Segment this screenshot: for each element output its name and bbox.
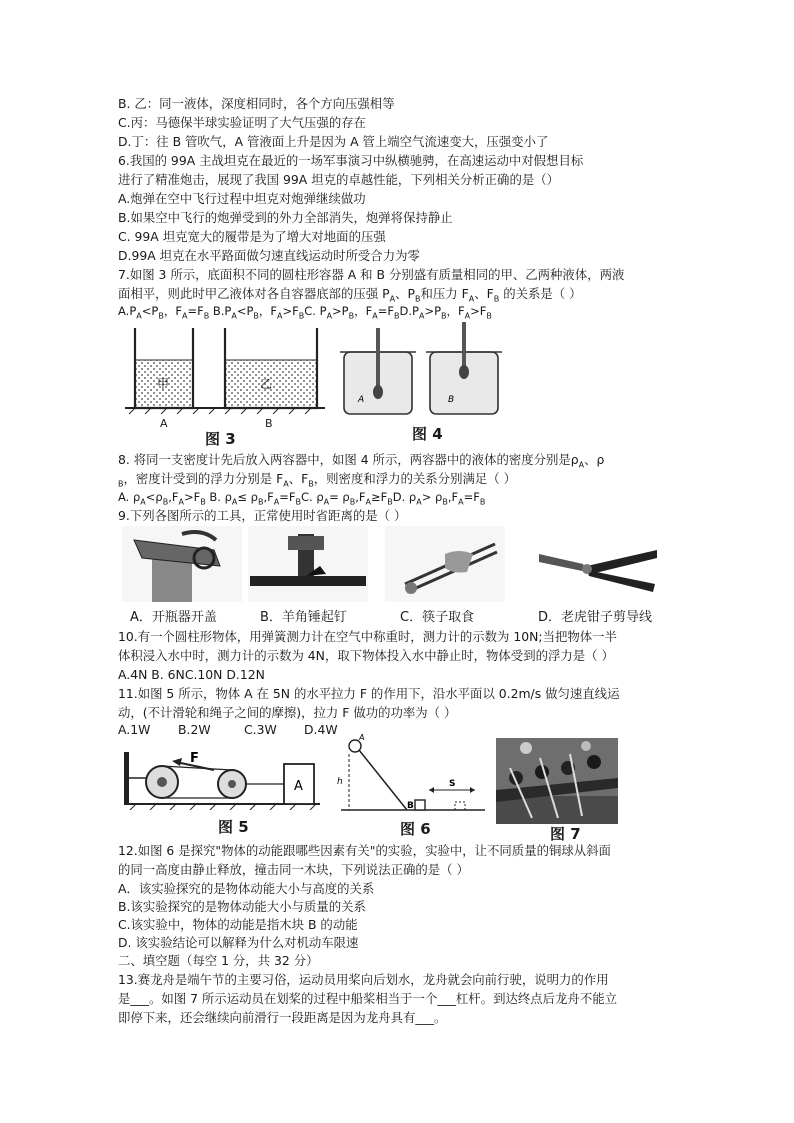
q11-option-a: A.1W xyxy=(118,722,151,737)
fig5-caption: 图 5 xyxy=(218,818,249,836)
q9-stem: 9.下列各图所示的工具，正常使用时省距离的是（ ） xyxy=(118,508,407,523)
figure-5-pulley xyxy=(124,748,324,810)
figure-6-incline xyxy=(335,734,487,814)
fig6-label-b: B xyxy=(407,801,414,811)
fig6-label-s: S xyxy=(449,779,456,789)
q5-option-d: D.丁：往 B 管吹气，A 管液面上升是因为 A 管上端空气流速变大，压强变小了 xyxy=(118,134,549,149)
fig3-caption: 图 3 xyxy=(205,430,236,448)
fig4-label-b: B xyxy=(448,395,455,405)
figure-7-dragon-boat-photo xyxy=(496,738,618,824)
q8-stem-1: 8. 将同一支密度计先后放入两容器中，如图 4 所示，两容器中的液体的密度分别是$\rho_A$、ρ xyxy=(118,452,605,470)
q12-option-a: A．该实验探究的是物体动能大小与高度的关系 xyxy=(118,881,375,896)
q10-stem-1: 10.有一个圆柱形物体，用弹簧测力计在空气中称重时，测力计的示数为 10N;当把物体一半 xyxy=(118,629,617,644)
q8-stem-2: $_B$，密度计受到的浮力分别是 $F_A$、$F_B$，则密度和浮力的关系分别满足（ ） xyxy=(118,471,516,489)
figure-4-beakers xyxy=(338,322,506,418)
q10-options: A.4N B. 6NC.10N D.12N xyxy=(118,667,265,682)
q6-stem-1: 6.我国的 99A 主战坦克在最近的一场军事演习中纵横驰骋，在高速运动中对假想目标 xyxy=(118,153,584,168)
fig3-label-b: B xyxy=(265,417,273,430)
fig5-label-a: A xyxy=(294,779,303,794)
q6-option-a: A.炮弹在空中飞行过程中坦克对炮弹继续做功 xyxy=(118,191,366,206)
fig4-label-a: A xyxy=(358,395,365,405)
q9-caption-d: D．老虎钳子剪导线 xyxy=(538,610,653,625)
q11-option-c: C.3W xyxy=(244,722,277,737)
q10-stem-2: 体积浸入水中时，测力计的示数为 4N，取下物体投入水中静止时，物体受到的浮力是（ ） xyxy=(118,648,614,663)
fig7-caption: 图 7 xyxy=(550,825,581,843)
pliers-image xyxy=(535,536,660,602)
claw-hammer-image xyxy=(248,526,368,602)
q13-stem-2: 是___。如图 7 所示运动员在划桨的过程中船桨相当于一个___杠杆。到达终点后龙舟不能立 xyxy=(118,991,617,1006)
chopsticks-image xyxy=(385,526,505,602)
q5-option-b: B. 乙：同一液体，深度相同时，各个方向压强相等 xyxy=(118,96,395,111)
hydrometer-a xyxy=(376,328,380,390)
q9-caption-a: A．开瓶器开盖 xyxy=(130,610,217,625)
hydrometer-b xyxy=(462,322,466,370)
fig3-label-a: A xyxy=(160,417,168,430)
fig5-label-f: F xyxy=(190,751,199,766)
fig6-caption: 图 6 xyxy=(400,820,431,838)
figure-3-containers xyxy=(125,322,325,418)
bottle-opener-image xyxy=(122,526,242,602)
q11-option-b: B.2W xyxy=(178,722,211,737)
fig6-label-a: A xyxy=(359,734,365,742)
q12-stem-2: 的同一高度由静止释放，撞击同一木块，下列说法正确的是（ ） xyxy=(118,862,469,877)
label-yi: 乙 xyxy=(260,377,273,391)
q9-caption-c: C．筷子取食 xyxy=(400,610,475,625)
section-2-heading: 二、填空题（每空 1 分，共 32 分） xyxy=(118,953,319,968)
label-jia: 甲 xyxy=(157,377,170,391)
q7-stem-1: 7.如图 3 所示，底面积不同的圆柱形容器 A 和 B 分别盛有质量相同的甲、乙两种液体，两液 xyxy=(118,267,625,282)
block-b xyxy=(415,800,425,810)
q12-option-b: B.该实验探究的是物体动能大小与质量的关系 xyxy=(118,899,366,914)
fig6-label-h: h xyxy=(337,777,343,787)
q13-stem-3: 即停下来，还会继续向前滑行一段距离是因为龙舟具有___。 xyxy=(118,1010,447,1025)
q11-stem-2: 动，(不计滑轮和绳子之间的摩擦)，拉力 F 做功的功率为（ ） xyxy=(118,705,457,720)
q6-option-d: D.99A 坦克在水平路面做匀速直线运动时所受合力为零 xyxy=(118,248,420,263)
q8-options: A. $\rho_A<\rho_B,F_A>F_B$ B. $\rho_A\le \rho_B,F_A=F_BC$. $\rho_A= \rho_B,F_A\ge F_BD$. $\rho_A> \rho_B,F_A=F_B$ xyxy=(118,490,486,507)
q6-stem-2: 进行了精准炮击，展现了我国 99A 坦克的卓越性能，下列相关分析正确的是（） xyxy=(118,172,560,187)
q7-stem-2: 面相平，则此时甲乙液体对各自容器底部的压强 $P_A$、$P_B$和压力 $F_A$、$F_B$ 的关系是（ ） xyxy=(118,286,582,304)
q6-option-c: C. 99A 坦克宽大的履带是为了增大对地面的压强 xyxy=(118,229,386,244)
q13-stem-1: 13.赛龙舟是端午节的主要习俗，运动员用桨向后划水，龙舟就会向前行驶，说明力的作用 xyxy=(118,972,609,987)
q12-stem-1: 12.如图 6 是探究"物体的动能跟哪些因素有关"的实验，实验中，让不同质量的铜球从斜面 xyxy=(118,843,611,858)
q12-option-c: C.该实验中，物体的动能是指木块 B 的动能 xyxy=(118,917,358,932)
q7-options: $A.P_A<P_B$，$F_A=F_B$ $B.P_A<P_B$，$F_A>F_BC$. $P_A>P_B$，$F_A=F_BD.P_A>P_B$，$F_A>F_B$ xyxy=(118,304,492,321)
q5-option-c: C.丙：马德保半球实验证明了大气压强的存在 xyxy=(118,115,367,130)
q12-option-d: D. 该实验结论可以解释为什么对机动车限速 xyxy=(118,935,359,950)
q9-caption-b: B．羊角锤起钉 xyxy=(260,610,347,625)
q11-stem-1: 11.如图 5 所示，物体 A 在 5N 的水平拉力 F 的作用下，沿水平面以 0.2m/s 做匀速直线运 xyxy=(118,686,620,701)
fig4-caption: 图 4 xyxy=(412,425,443,443)
q6-option-b: B.如果空中飞行的炮弹受到的外力全部消失，炮弹将保持静止 xyxy=(118,210,453,225)
q11-option-d: D.4W xyxy=(304,722,338,737)
